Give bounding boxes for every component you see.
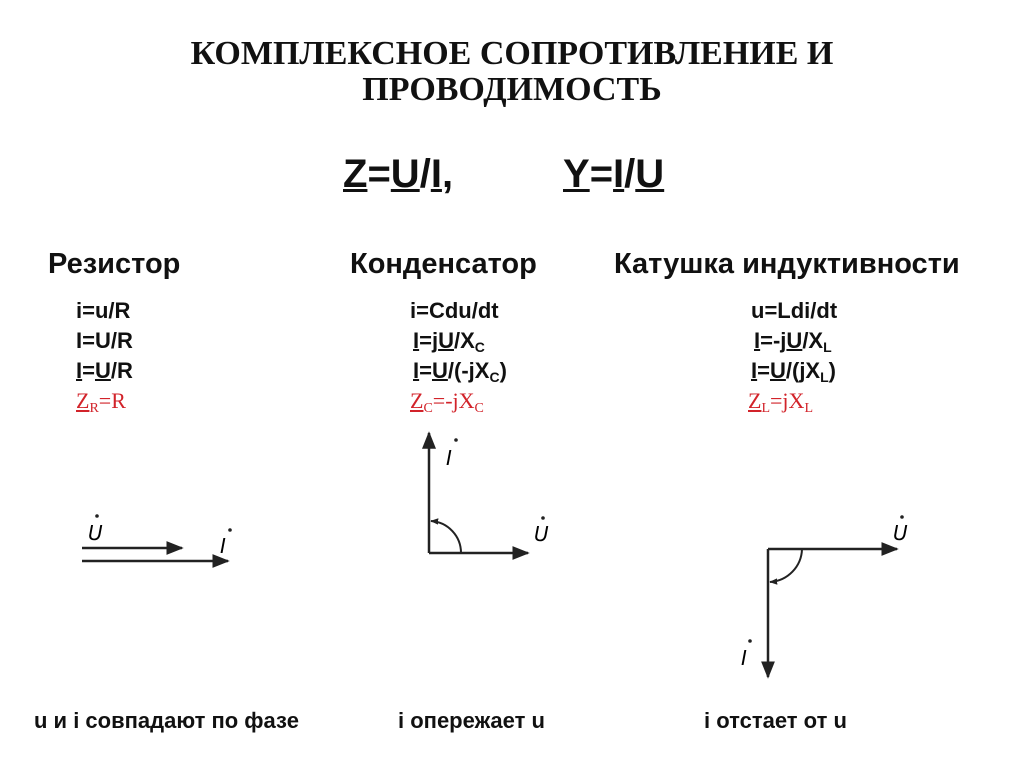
slash: / bbox=[419, 152, 431, 196]
capacitor-phasor-diagram bbox=[429, 433, 549, 553]
capacitor-u-label: U bbox=[534, 522, 549, 546]
capacitor-equation-3: $I=U/(-jX_C)$ bbox=[413, 358, 507, 385]
capacitor-caption: i опережает u bbox=[398, 708, 545, 733]
resistor-phasor-diagram bbox=[82, 514, 232, 561]
inductor-i-label: I bbox=[741, 646, 747, 670]
capacitor-impedance: $Z_C=-jX_C$ bbox=[410, 388, 484, 416]
resistor-equation-3: I=U/R bbox=[76, 358, 133, 383]
i-symbol: I bbox=[613, 152, 625, 196]
dot-mark bbox=[228, 528, 232, 532]
dot-mark bbox=[748, 639, 752, 643]
inductor-equation-1: u=Ldi/dt bbox=[751, 298, 838, 323]
inductor-u-label: U bbox=[893, 521, 908, 545]
resistor-impedance: $Z_R=R$ bbox=[76, 388, 126, 416]
z-symbol: Z bbox=[343, 152, 368, 196]
dot-mark bbox=[900, 515, 904, 519]
equals-sign: = bbox=[589, 152, 614, 196]
inductor-caption: i отстает от u bbox=[704, 708, 847, 733]
title-line-2: ПРОВОДИМОСТЬ bbox=[362, 71, 662, 108]
inductor-header: Катушка индуктивности bbox=[614, 248, 960, 280]
resistor-i-label: I bbox=[220, 534, 226, 558]
i-symbol: I bbox=[430, 152, 442, 196]
inductor-impedance: $Z_L=jX_L$ bbox=[748, 388, 813, 416]
capacitor-equation-1: i=Cdu/dt bbox=[410, 298, 499, 323]
inductor-phase-arc bbox=[770, 549, 802, 582]
resistor-header: Резистор bbox=[48, 248, 181, 280]
u-symbol: U bbox=[635, 152, 665, 196]
dot-mark bbox=[454, 438, 458, 442]
capacitor-equation-2: $I=jU/X_C$ bbox=[413, 328, 485, 355]
slash: / bbox=[624, 152, 636, 196]
resistor-equation-1: i=u/R bbox=[76, 298, 131, 323]
resistor-u-label: U bbox=[88, 521, 103, 545]
inductor-phasor-diagram bbox=[741, 515, 908, 677]
inductor-equation-2: $I=-jU/X_L$ bbox=[754, 328, 832, 355]
u-symbol: U bbox=[390, 152, 420, 196]
inductor-equation-3: $I=U/(jX_L)$ bbox=[751, 358, 836, 385]
comma: , bbox=[441, 152, 454, 196]
y-symbol: Y bbox=[563, 152, 590, 196]
capacitor-i-label: I bbox=[446, 446, 452, 470]
capacitor-phase-arc bbox=[431, 521, 461, 553]
dot-mark bbox=[541, 516, 545, 520]
resistor-caption: u и i совпадают по фазе bbox=[34, 708, 299, 733]
dot-mark bbox=[95, 514, 99, 518]
resistor-equation-2: I=U/R bbox=[76, 328, 133, 353]
equals-sign: = bbox=[367, 152, 391, 196]
title-line-1: КОМПЛЕКСНОЕ СОПРОТИВЛЕНИЕ И bbox=[190, 35, 834, 72]
capacitor-header: Конденсатор bbox=[350, 248, 537, 280]
